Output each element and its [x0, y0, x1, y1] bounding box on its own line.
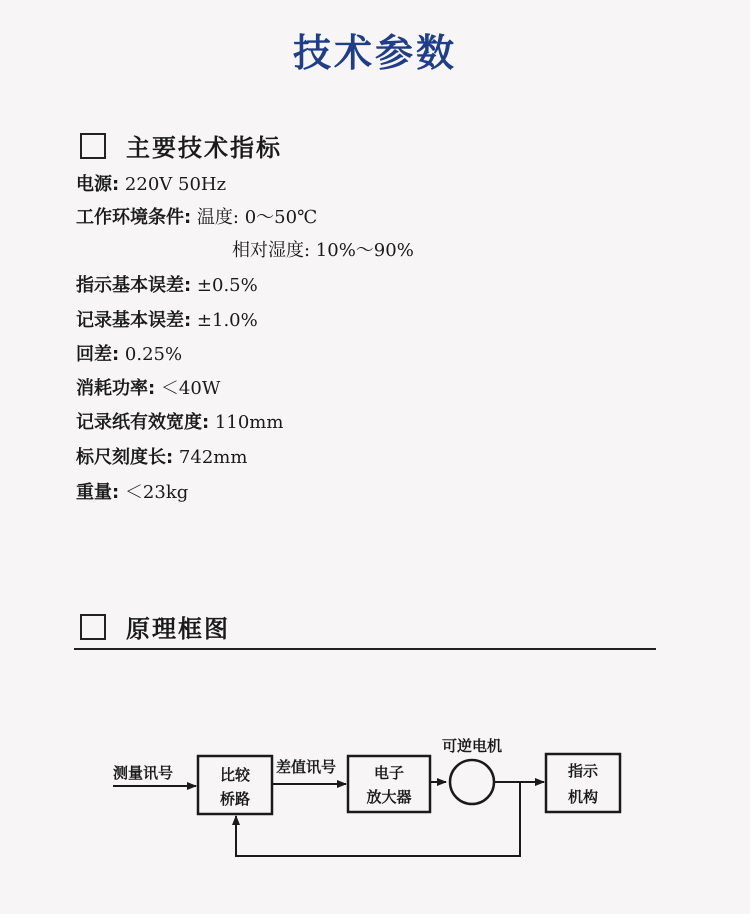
diff-signal-label: 差值讯号	[276, 758, 337, 776]
spec-key: 工作环境条件:	[76, 207, 192, 228]
spec-value: 相对湿度: 10%～90%	[232, 240, 414, 261]
amplifier-label-line1: 电子	[373, 764, 405, 782]
page-title: 技术参数	[292, 31, 457, 75]
indicator-label-line2: 机构	[567, 788, 599, 806]
spec-value: 0.25%	[119, 344, 183, 365]
spec-key: 消耗功率:	[76, 378, 156, 399]
motor-symbol	[450, 760, 494, 804]
input-signal-label: 测量讯号	[113, 764, 174, 782]
spec-value: ±0.5%	[191, 275, 258, 296]
spec-value: ＜23kg	[119, 482, 189, 503]
spec-key: 电源:	[76, 174, 120, 195]
amplifier-label-line2: 放大器	[366, 788, 412, 806]
bridge-label-line1: 比较	[219, 766, 251, 784]
section-main-specs-label: 主要技术指标	[126, 134, 282, 162]
spec-key: 指示基本误差:	[76, 275, 192, 296]
spec-value: 220V 50Hz	[119, 174, 227, 195]
spec-key: 记录纸有效宽度:	[76, 412, 210, 433]
spec-value: ±1.0%	[191, 310, 258, 331]
spec-key: 回差:	[76, 344, 120, 365]
spec-value: ＜40W	[155, 378, 221, 399]
bridge-label-line2: 桥路	[219, 790, 251, 808]
spec-key: 标尺刻度长:	[76, 447, 174, 468]
spec-value: 温度: 0～50℃	[191, 207, 318, 228]
spec-key: 记录基本误差:	[76, 310, 192, 331]
spec-value: 110mm	[209, 412, 284, 433]
section-block-diagram-label: 原理框图	[126, 615, 230, 643]
spec-value: 742mm	[173, 447, 248, 468]
motor-label: 可逆电机	[441, 737, 503, 755]
indicator-label-line1: 指示	[567, 762, 599, 780]
spec-key: 重量:	[76, 482, 120, 503]
